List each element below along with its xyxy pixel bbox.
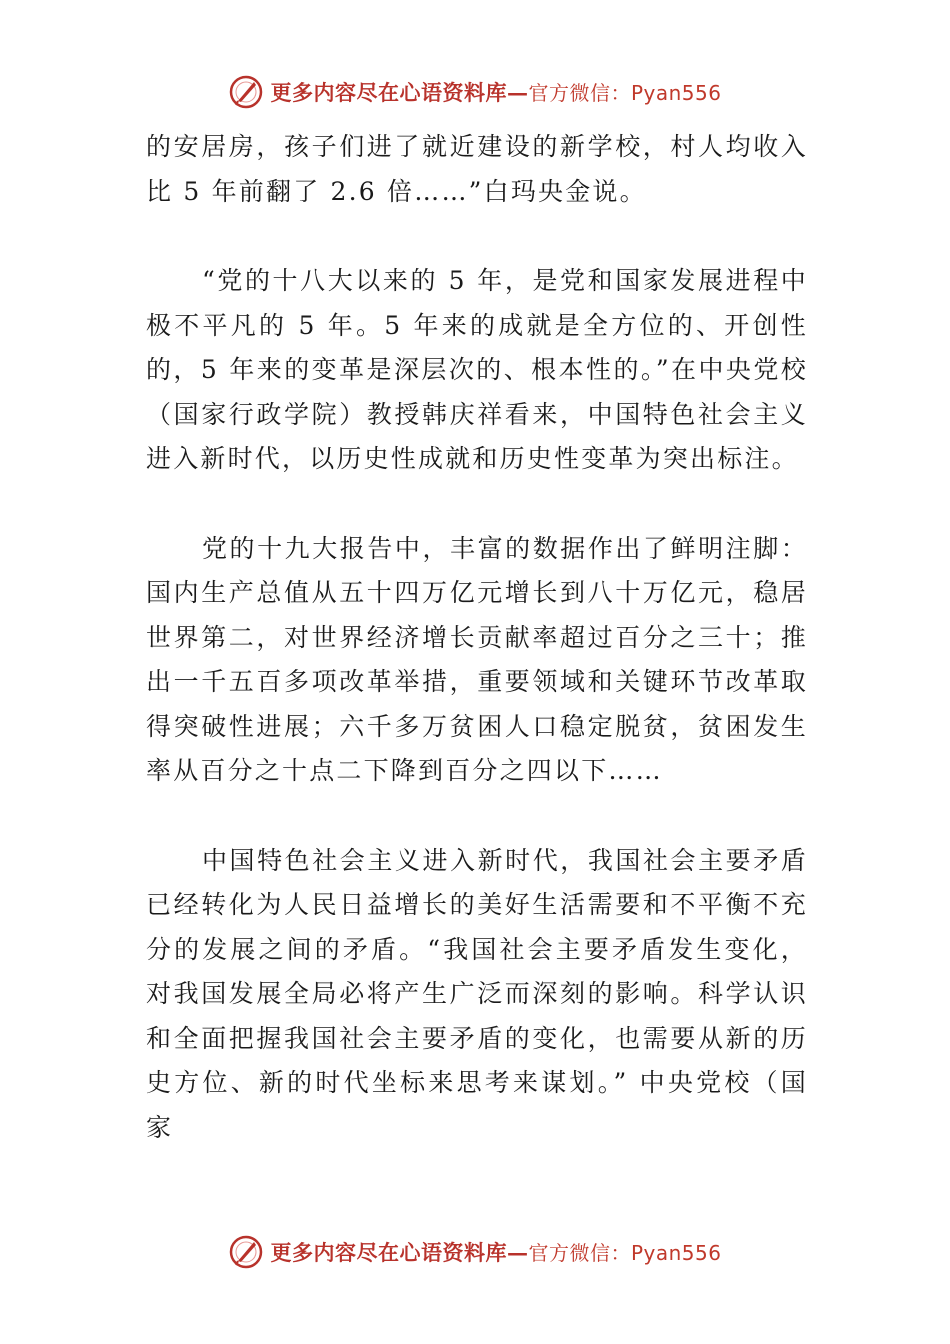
- banner-wechat-text: 官方微信：Pyan556: [528, 81, 722, 105]
- banner-main-text: 更多内容尽在心语资料库—: [270, 1240, 529, 1265]
- quill-circle-logo-icon: [228, 1234, 264, 1270]
- banner-wechat-text: 官方微信：Pyan556: [528, 1241, 722, 1265]
- footer-banner: [0, 1230, 950, 1274]
- paragraph-1: 的安居房，孩子们进了就近建设的新学校，村人均收入比 5 年前翻了 2.6 倍……”白玛央金说。: [146, 132, 808, 206]
- paragraph-2: “党的十八大以来的 5 年，是党和国家发展进程中极不平凡的 5 年。5 年来的成就是全方位的、开创性的，5 年来的变革是深层次的、根本性的。”在中央党校（国家行政学院）教授韩庆祥看来，中国特色社会主义进入新时代，以历史性成就和历史性变革为突出标注。: [146, 266, 808, 473]
- paragraph-3: 党的十九大报告中，丰富的数据作出了鲜明注脚：国内生产总值从五十四万亿元增长到八十万亿元，稳居世界第二，对世界经济增长贡献率超过百分之三十；推出一千五百多项改革举措，重要领域和关键环节改革取得突破性进展；六千多万贫困人口稳定脱贫，贫困发生率从百分之十点二下降到百分之四以下……: [146, 533, 808, 785]
- banner-text: [270, 1237, 721, 1267]
- header-banner: [0, 70, 950, 114]
- banner-text: [270, 77, 721, 107]
- paragraph-4: 中国特色社会主义进入新时代，我国社会主要矛盾已经转化为人民日益增长的美好生活需要和不平衡不充分的发展之间的矛盾。“我国社会主要矛盾发生变化，对我国发展全局必将产生广泛而深刻的影响。科学认识和全面把握我国社会主要矛盾的变化，也需要从新的历史方位、新的时代坐标来思考来谋划。” 中央党校（国家: [146, 845, 808, 1142]
- banner-main-text: 更多内容尽在心语资料库—: [270, 80, 529, 105]
- document-body: [146, 125, 808, 1150]
- quill-circle-logo-icon: [228, 74, 264, 110]
